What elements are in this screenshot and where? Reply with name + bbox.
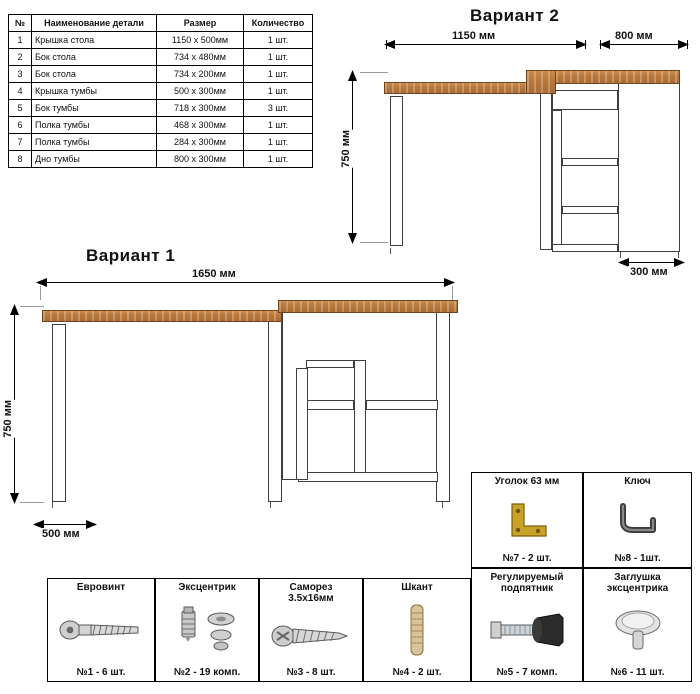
hardware-qty: №4 - 2 шт. [392,667,442,678]
arrow-left-icon [36,277,48,288]
confirmat-screw-icon [50,593,152,667]
cell-size: 718 x 300мм [157,100,244,117]
cell-num: 5 [9,100,32,117]
cell-size: 468 x 300мм [157,117,244,134]
arrow-right-icon [85,519,97,530]
hardware-title-line1: Саморез [289,582,333,593]
arrow-right-icon [443,277,455,288]
cell-num: 8 [9,151,32,168]
shelf-bottom [298,472,438,482]
hardware-title: Эксцентрик [178,582,236,593]
table-row [9,151,313,168]
cell-size: 734 x 200мм [157,66,244,83]
table-header-row [9,15,313,32]
cell-size: 500 x 300мм [157,83,244,100]
variant2-drawing [376,60,686,260]
hardware-qty: №3 - 8 шт. [286,667,336,678]
cell-size: 1150 x 500мм [157,32,244,49]
pedestal-bottom [552,244,618,252]
cell-qty: 1 шт. [244,117,313,134]
shelf-right-mid [366,400,438,410]
desk-top-right [548,70,680,84]
shelf-left-upper [306,360,354,368]
table-header-num: № [9,15,32,32]
desk-left-leg [52,324,66,502]
shelf-left-mid [306,400,354,410]
table-row [9,32,313,49]
cell-num: 3 [9,66,32,83]
hardware-item-evrovint [47,578,155,682]
parts-table [8,14,313,168]
cell-size: 800 x 300мм [157,151,244,168]
cell-name: Бок стола [32,49,157,66]
cell-num: 2 [9,49,32,66]
hardware-item-samorez [259,578,363,682]
cell-num: 6 [9,117,32,134]
cam-lock-icon [158,593,256,667]
cell-name: Полка тумбы [32,117,157,134]
hardware-item-podpyatnik [471,568,583,682]
cell-num: 1 [9,32,32,49]
hardware-title [607,572,668,594]
desk-middle-support [268,312,282,502]
table-row [9,83,313,100]
variant1-title: Вариант 1 [86,246,176,265]
desk-top-corner [526,70,556,94]
hardware-qty: №6 - 11 шт. [610,667,665,678]
dowel-icon [366,593,468,667]
variant2-depth-dimline [600,44,688,45]
cell-name: Бок тумбы [32,100,157,117]
variant1-depth-label: 500 мм [42,528,80,540]
arrow-down-icon [9,492,20,504]
table-header-size: Размер [157,15,244,32]
table-header-name: Наименование детали [32,15,157,32]
hardware-title-line2: эксцентрика [606,583,669,594]
cell-name: Полка тумбы [32,134,157,151]
arrow-up-icon [347,70,358,82]
arrow-right-icon [677,39,689,50]
table-row [9,49,313,66]
hardware-item-ugolok [471,472,583,568]
cell-name: Дно тумбы [32,151,157,168]
pedestal-top-face [552,90,618,110]
hardware-item-ekstsentrik [155,578,259,682]
cell-name: Бок стола [32,66,157,83]
pedestal-back-panel [618,80,680,252]
cell-qty: 1 шт. [244,66,313,83]
hardware-title [288,582,333,604]
cell-name: Крышка стола [32,32,157,49]
hardware-title: Шкант [401,582,433,593]
variant2-width-dimline [386,44,586,45]
table-row [9,100,313,117]
arrow-left-icon [599,39,611,50]
angle-bracket-icon [474,487,580,553]
cell-qty: 1 шт. [244,49,313,66]
hardware-qty: №5 - 7 комп. [496,667,558,678]
floor-tick [270,502,271,508]
table-row [9,117,313,134]
variant2-width-label: 1150 мм [452,30,496,42]
cell-num: 4 [9,83,32,100]
variant2-depth-label: 800 мм [615,30,653,42]
hardware-title: Евровинт [76,582,126,593]
desk-right-support [540,90,552,250]
variant2-title: Вариант 2 [470,6,560,25]
hardware-title-line2: подпятник [500,583,554,594]
cell-qty: 1 шт. [244,134,313,151]
arrow-left-icon [384,39,396,50]
hardware-qty: №8 - 1шт. [614,553,661,564]
cell-num: 7 [9,134,32,151]
floor-tick [620,252,621,258]
cell-qty: 3 шт. [244,100,313,117]
table-row [9,134,313,151]
table-header-qty: Количество [244,15,313,32]
pedestal-divider [552,110,562,252]
variant1-height-label: 750 мм [2,400,14,438]
hardware-title [491,572,564,594]
desk-top-right [278,300,458,313]
shelf-left-side [296,368,308,480]
pedestal-shelf-upper [562,158,618,166]
cell-qty: 1 шт. [244,83,313,100]
shelf-divider [354,360,366,480]
floor-tick [442,502,443,508]
variant1-drawing [30,290,470,510]
desk-left-leg [390,96,403,246]
desk-top-left [42,310,282,322]
variant1-width-label: 1650 мм [192,268,236,280]
hardware-title-line1: Заглушка [614,572,661,583]
hardware-title-line1: Регулируемый [490,572,564,583]
cell-qty: 1 шт. [244,151,313,168]
hardware-title: Ключ [624,476,651,487]
cell-qty: 1 шт. [244,32,313,49]
arrow-right-icon [575,39,587,50]
variant2-height-label: 750 мм [340,130,352,168]
hardware-item-zaglushka [583,568,692,682]
hardware-item-klyuch [583,472,692,568]
arrow-up-icon [9,304,20,316]
variant1-width-dimline [40,282,454,283]
pedestal-shelf-lower [562,206,618,214]
hardware-title-line2: 3.5x16мм [288,593,334,604]
floor-tick [390,248,391,254]
floor-tick [52,502,53,508]
hardware-qty: №7 - 2 шт. [502,553,552,564]
hardware-qty: №1 - 6 шт. [76,667,126,678]
adjustable-foot-icon [474,594,580,667]
hardware-qty: №2 - 19 комп. [173,667,241,678]
arrow-down-icon [347,232,358,244]
cap-cover-icon [586,594,689,667]
hardware-item-shkant [363,578,471,682]
shelf-unit-right-side [436,312,450,502]
floor-tick [678,252,679,258]
hardware-title: Уголок 63 мм [494,476,560,487]
allen-key-icon [586,487,689,553]
self-tapping-screw-icon [262,604,360,667]
cell-name: Крышка тумбы [32,83,157,100]
variant2-bottom-label: 300 мм [630,266,668,278]
table-row [9,66,313,83]
cell-size: 734 x 480мм [157,49,244,66]
cell-size: 284 x 300мм [157,134,244,151]
